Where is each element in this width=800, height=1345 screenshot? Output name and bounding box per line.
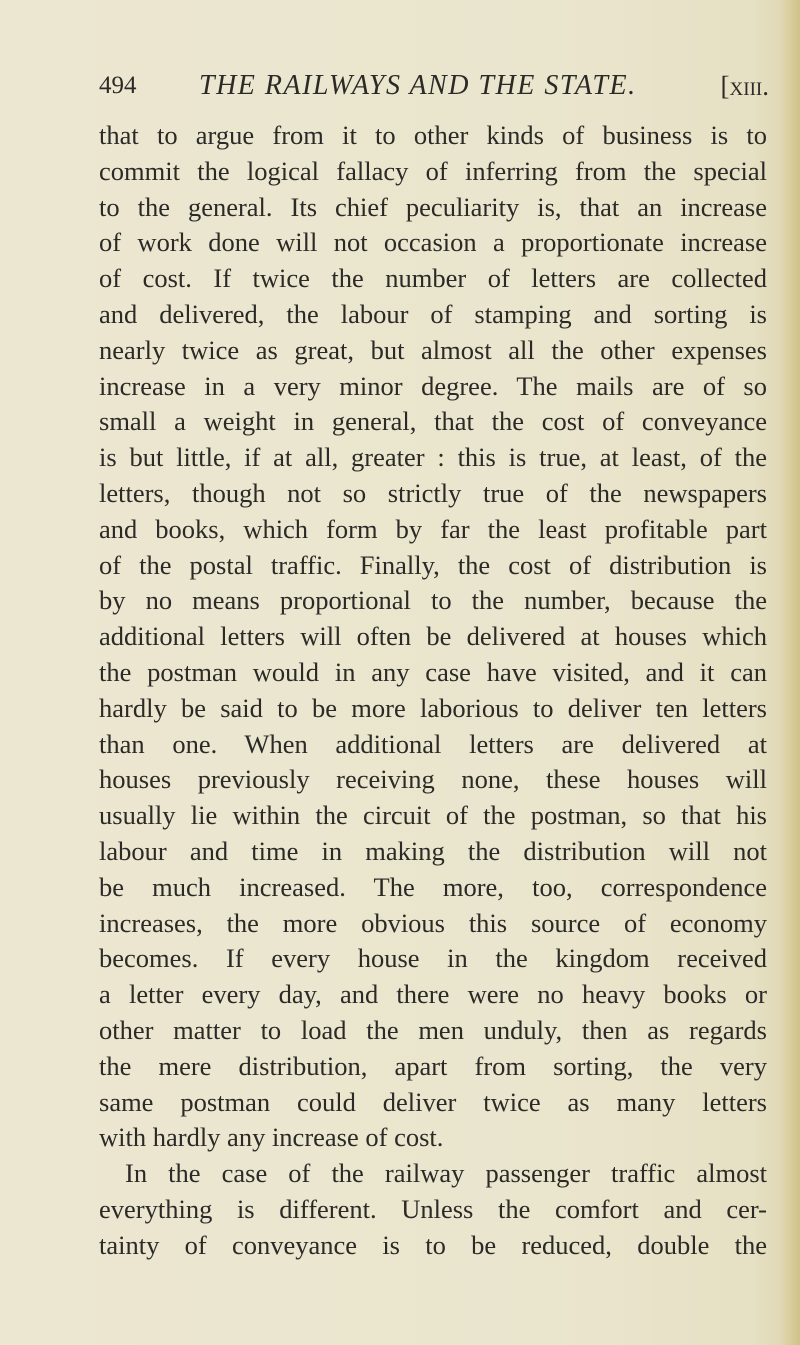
text-line: everything is different. Unless the comfort and cer- bbox=[99, 1193, 767, 1224]
text-line: of the postal traffic. Finally, the cost of distribution is bbox=[99, 549, 767, 580]
text-line: is but little, if at all, greater : this is true, at least, of the bbox=[99, 442, 767, 473]
running-header bbox=[99, 66, 769, 106]
text-line: be much increased. The more, too, correspondence bbox=[99, 871, 767, 902]
page-number: 494 bbox=[99, 72, 137, 99]
text-line: additional letters will often be delivered at houses which bbox=[99, 621, 767, 652]
text-line: houses previously receiving none, these houses will bbox=[99, 764, 767, 795]
text-line: small a weight in general, that the cost of conveyance bbox=[99, 406, 767, 437]
paragraph-start-line: In the case of the railway passenger traffic almost bbox=[125, 1158, 767, 1189]
text-line: increase in a very minor degree. The mails are of so bbox=[99, 370, 767, 401]
text-line: letters, though not so strictly true of the newspapers bbox=[99, 477, 767, 508]
chapter-mark: [xiii. bbox=[720, 71, 769, 101]
text-line: increases, the more obvious this source of economy bbox=[99, 907, 767, 938]
text-line: becomes. If every house in the kingdom received bbox=[99, 943, 767, 974]
text-line: a letter every day, and there were no heavy books or bbox=[99, 979, 767, 1010]
text-line: nearly twice as great, but almost all the other expenses bbox=[99, 334, 767, 365]
running-title: THE RAILWAYS AND THE STATE. bbox=[199, 70, 637, 101]
paragraph-end-line: with hardly any increase of cost. bbox=[99, 1122, 444, 1153]
text-line: usually lie within the circuit of the postman, so that his bbox=[99, 800, 767, 831]
text-line: that to argue from it to other kinds of business is to bbox=[99, 120, 767, 150]
text-line: the postman would in any case have visited, and it can bbox=[99, 656, 767, 687]
text-line: other matter to load the men unduly, then as regards bbox=[99, 1014, 767, 1045]
text-line: than one. When additional letters are delivered at bbox=[99, 728, 767, 759]
text-line: commit the logical fallacy of inferring from the special bbox=[99, 155, 767, 186]
text-line: of cost. If twice the number of letters are collected bbox=[99, 263, 767, 294]
text-line: by no means proportional to the number, because the bbox=[99, 585, 767, 616]
text-line: same postman could deliver twice as many letters bbox=[99, 1086, 767, 1117]
text-line: tainty of conveyance is to be reduced, double the bbox=[99, 1229, 767, 1260]
text-line: hardly be said to be more laborious to deliver ten letters bbox=[99, 692, 767, 723]
page-edge-shading bbox=[780, 0, 800, 1345]
text-line: the mere distribution, apart from sorting, the very bbox=[99, 1050, 767, 1081]
body-text bbox=[99, 118, 767, 1264]
text-line: labour and time in making the distribution will not bbox=[99, 835, 767, 866]
text-line: and delivered, the labour of stamping and sorting is bbox=[99, 298, 767, 329]
text-line: of work done will not occasion a proportionate increase bbox=[99, 227, 767, 258]
text-line: to the general. Its chief peculiarity is, that an increase bbox=[99, 191, 767, 222]
text-line: and books, which form by far the least profitable part bbox=[99, 513, 767, 544]
